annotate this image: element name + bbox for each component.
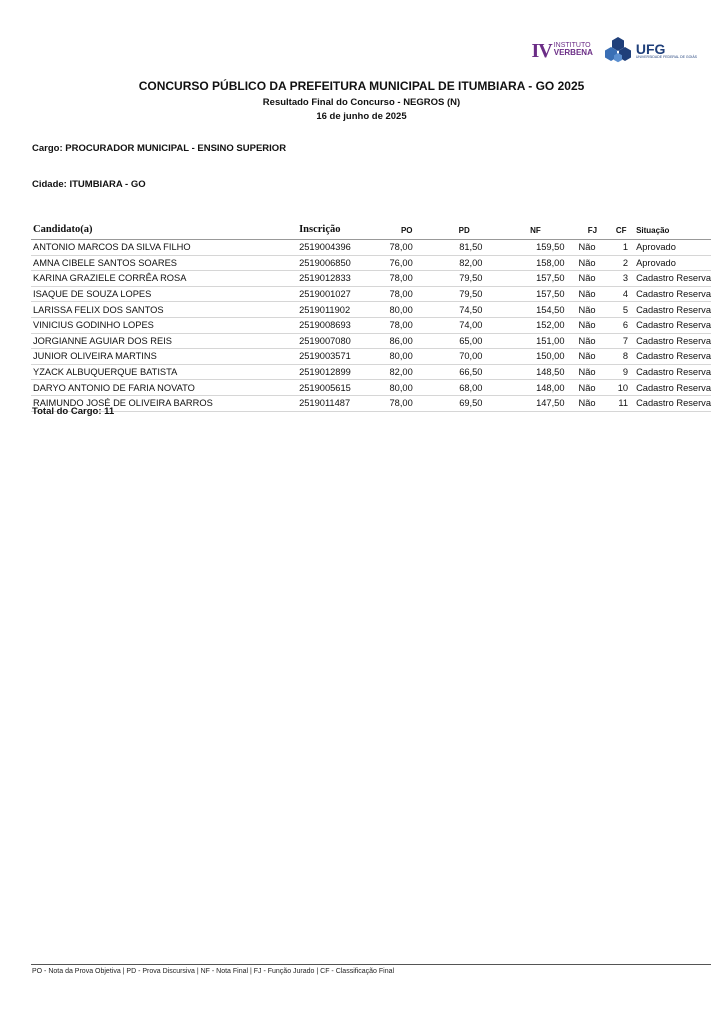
cell-po: 80,00 [378, 349, 436, 365]
cell-fj: Não [579, 240, 607, 256]
cell-cf: 3 [606, 271, 636, 287]
page-subtitle: Resultado Final do Concurso - NEGROS (N) [262, 97, 461, 108]
cell-situacao: Cadastro Reserva [636, 364, 711, 380]
table-row [31, 286, 711, 302]
cell-situacao: Cadastro Reserva [636, 349, 711, 365]
cell-cf: 2 [606, 255, 636, 271]
cell-inscricao: 2519006850 [299, 255, 377, 271]
cell-fj: Não [579, 349, 607, 365]
cell-candidato: YZACK ALBUQUERQUE BATISTA [31, 364, 299, 380]
cell-inscricao: 2519004396 [299, 240, 377, 256]
cell-candidato: KARINA GRAZIELE CORRÊA ROSA [31, 271, 299, 287]
ufg-name: UFG [635, 41, 666, 58]
cell-fj: Não [579, 255, 607, 271]
col-inscricao: Inscrição [299, 221, 377, 240]
cell-nf: 150,00 [492, 349, 578, 365]
cell-inscricao: 2519012833 [299, 271, 377, 287]
cell-fj: Não [579, 333, 607, 349]
cell-situacao: Cadastro Reserva [636, 286, 711, 302]
cell-inscricao: 2519011902 [299, 302, 377, 318]
table-row [31, 255, 711, 271]
cell-situacao: Cadastro Reserva [636, 395, 711, 411]
cell-pd: 74,00 [436, 317, 492, 333]
cell-pd: 70,00 [436, 349, 492, 365]
cell-nf: 152,00 [492, 317, 578, 333]
cell-inscricao: 2519011487 [299, 395, 377, 411]
cell-nf: 157,50 [492, 271, 578, 287]
cell-inscricao: 2519012899 [299, 364, 377, 380]
cell-pd: 81,50 [436, 240, 492, 256]
table-row [31, 380, 711, 396]
cell-fj: Não [579, 380, 607, 396]
col-cf: CF [606, 221, 636, 240]
table-row [31, 317, 711, 333]
ufg-sub: UNIVERSIDADE FEDERAL DE GOIÁS [635, 55, 697, 60]
cell-po: 82,00 [378, 364, 436, 380]
cell-cf: 5 [606, 302, 636, 318]
iv-line1: INSTITUTO [553, 41, 591, 49]
cell-inscricao: 2519007080 [299, 333, 377, 349]
cell-inscricao: 2519001027 [299, 286, 377, 302]
col-fj: FJ [579, 221, 607, 240]
cell-po: 80,00 [378, 380, 436, 396]
col-situacao: Situação [636, 221, 711, 240]
table-row [31, 395, 711, 411]
cell-pd: 74,50 [436, 302, 492, 318]
cell-cf: 1 [606, 240, 636, 256]
cell-situacao: Cadastro Reserva [636, 380, 711, 396]
cell-cf: 9 [606, 364, 636, 380]
cell-cf: 6 [606, 317, 636, 333]
cell-situacao: Aprovado [636, 240, 711, 256]
cell-pd: 65,00 [436, 333, 492, 349]
cell-situacao: Cadastro Reserva [636, 271, 711, 287]
cell-candidato: JORGIANNE AGUIAR DOS REIS [31, 333, 299, 349]
cell-fj: Não [579, 302, 607, 318]
cell-pd: 69,50 [436, 395, 492, 411]
cell-cf: 10 [606, 380, 636, 396]
cell-po: 78,00 [378, 271, 436, 287]
footer-legend: PO - Nota da Prova Objetiva | PD - Prova Discursiva | NF - Nota Final | FJ - Função Jurado | CF - Classificação Final [32, 968, 395, 975]
logos [532, 36, 698, 66]
cidade-label: Cidade: ITUMBIARA - GO [32, 179, 146, 190]
cell-candidato: JUNIOR OLIVEIRA MARTINS [31, 349, 299, 365]
cell-candidato: DARYO ANTONIO DE FARIA NOVATO [31, 380, 299, 396]
cell-nf: 158,00 [492, 255, 578, 271]
total-cargo: Total do Cargo: 11 [32, 406, 115, 417]
table-row [31, 333, 711, 349]
table-body [31, 240, 711, 412]
table-row [31, 302, 711, 318]
cell-candidato: LARISSA FELIX DOS SANTOS [31, 302, 299, 318]
cell-cf: 11 [606, 395, 636, 411]
col-pd: PD [436, 221, 492, 240]
table-row [31, 240, 711, 256]
cell-po: 76,00 [378, 255, 436, 271]
cell-situacao: Cadastro Reserva [636, 302, 711, 318]
cell-fj: Não [579, 286, 607, 302]
cell-pd: 66,50 [436, 364, 492, 380]
cell-inscricao: 2519003571 [299, 349, 377, 365]
cell-fj: Não [579, 364, 607, 380]
cell-cf: 4 [606, 286, 636, 302]
cell-nf: 159,50 [492, 240, 578, 256]
table-row [31, 271, 711, 287]
cell-po: 78,00 [378, 395, 436, 411]
table-header-row [31, 221, 711, 240]
cell-pd: 79,50 [436, 286, 492, 302]
cell-candidato: RAIMUNDO JOSÉ DE OLIVEIRA BARROS [31, 395, 299, 411]
cell-situacao: Cadastro Reserva [636, 317, 711, 333]
cell-situacao: Cadastro Reserva [636, 333, 711, 349]
iv-line2: VERBENA [553, 47, 593, 57]
cell-po: 78,00 [378, 240, 436, 256]
cell-pd: 79,50 [436, 271, 492, 287]
cell-fj: Não [579, 395, 607, 411]
cell-nf: 148,00 [492, 380, 578, 396]
cell-candidato: ISAQUE DE SOUZA LOPES [31, 286, 299, 302]
col-candidato: Candidato(a) [31, 221, 299, 240]
cell-fj: Não [579, 317, 607, 333]
ufg-hexagon-icon [603, 36, 633, 66]
ufg-logo [603, 36, 697, 66]
cell-cf: 8 [606, 349, 636, 365]
cell-candidato: ANTONIO MARCOS DA SILVA FILHO [31, 240, 299, 256]
cell-cf: 7 [606, 333, 636, 349]
cell-po: 80,00 [378, 302, 436, 318]
footer-divider [31, 964, 711, 965]
cell-pd: 68,00 [436, 380, 492, 396]
col-nf: NF [492, 221, 578, 240]
results-table [31, 221, 711, 412]
cell-po: 78,00 [378, 317, 436, 333]
cell-nf: 148,50 [492, 364, 578, 380]
col-po: PO [378, 221, 436, 240]
iv-mark: IV [531, 39, 552, 62]
cell-po: 86,00 [378, 333, 436, 349]
cargo-label: Cargo: PROCURADOR MUNICIPAL - ENSINO SUPERIOR [32, 143, 287, 154]
table-row [31, 349, 711, 365]
cell-fj: Não [579, 271, 607, 287]
cell-nf: 151,00 [492, 333, 578, 349]
page-date: 16 de junho de 2025 [316, 111, 407, 122]
cell-nf: 154,50 [492, 302, 578, 318]
instituto-verbena-logo [532, 40, 593, 63]
cell-candidato: AMNA CIBELE SANTOS SOARES [31, 255, 299, 271]
page-title: CONCURSO PÚBLICO DA PREFEITURA MUNICIPAL DE ITUMBIARA - GO 2025 [138, 79, 585, 93]
cell-nf: 147,50 [492, 395, 578, 411]
table-row [31, 364, 711, 380]
cell-nf: 157,50 [492, 286, 578, 302]
cell-pd: 82,00 [436, 255, 492, 271]
cell-inscricao: 2519008693 [299, 317, 377, 333]
cell-po: 78,00 [378, 286, 436, 302]
cell-candidato: VINICIUS GODINHO LOPES [31, 317, 299, 333]
cell-inscricao: 2519005615 [299, 380, 377, 396]
cell-situacao: Aprovado [636, 255, 711, 271]
